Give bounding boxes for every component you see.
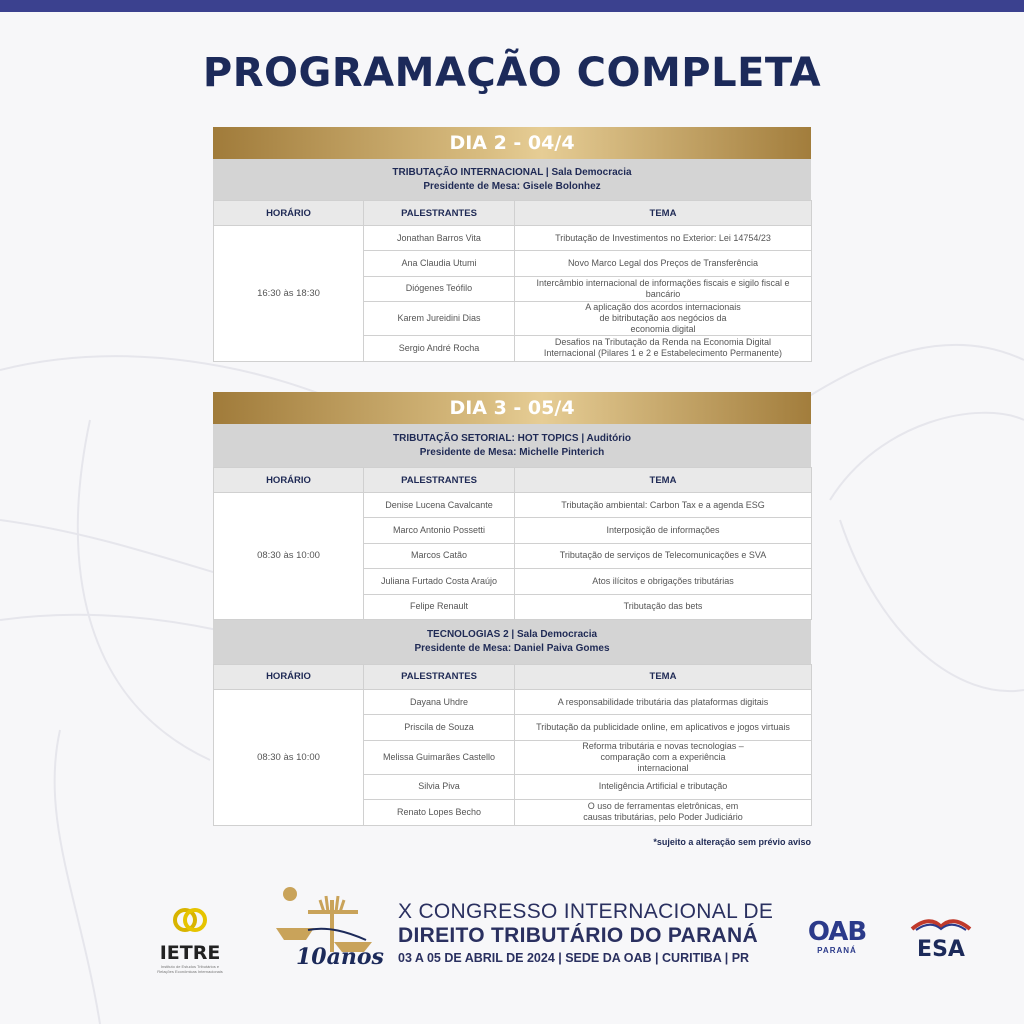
topic-cell: Intercâmbio internacional de informações fiscais e sigilo fiscal e bancário [515,276,812,301]
session-name: TECNOLOGIAS 2 | Sala Democracia [426,628,598,640]
day3-schedule [213,392,811,826]
speaker-cell: Marco Antonio Possetti [364,518,515,543]
session-chair: Presidente de Mesa: Daniel Paiva Gomes [414,642,610,654]
topic-cell: O uso de ferramentas eletrônicas, em causas tributárias, pelo Poder Judiciário [515,800,812,825]
header-horario: HORÁRIO [214,468,364,493]
session-chair: Presidente de Mesa: Michelle Pinterich [419,446,605,458]
session-chair: Presidente de Mesa: Gisele Bolonhez [423,180,601,192]
topic-cell: Reforma tributária e novas tecnologias – comparação com a experiência internacional [515,740,812,774]
open-book-icon [910,915,972,931]
table-header-row [214,468,812,493]
speaker-cell: Felipe Renault [364,594,515,619]
ietre-rings-icon [170,905,210,935]
session-header [213,159,811,200]
time-cell: 08:30 às 10:00 [214,689,364,825]
oab-name: OAB [807,917,867,947]
header-tema: TEMA [515,201,812,226]
oab-subtitle: PARANÁ [817,946,857,955]
speaker-cell: Sergio André Rocha [364,336,515,361]
topic-cell: Tributação de serviços de Telecomunicações e SVA [515,543,812,568]
day3-header: DIA 3 - 05/4 [213,392,811,424]
session-header [213,620,811,664]
header-tema: TEMA [515,664,812,689]
topic-cell: Inteligência Artificial e tributação [515,774,812,799]
speaker-cell: Priscila de Souza [364,715,515,740]
schedule-table [213,664,812,826]
speaker-cell: Melissa Guimarães Castello [364,740,515,774]
topic-cell: Novo Marco Legal dos Preços de Transferência [515,251,812,276]
topic-cell: Tributação ambiental: Carbon Tax e a agenda ESG [515,493,812,518]
time-cell: 16:30 às 18:30 [214,226,364,362]
topic-cell: Atos ilícitos e obrigações tributárias [515,569,812,594]
anniversary-text: 10anos [296,944,384,970]
speaker-cell: Silvia Piva [364,774,515,799]
congress-line-2: DIREITO TRIBUTÁRIO DO PARANÁ [398,924,758,947]
speaker-cell: Diógenes Teófilo [364,276,515,301]
speaker-cell: Jonathan Barros Vita [364,226,515,251]
table-row [214,689,812,714]
session-name: TRIBUTAÇÃO SETORIAL: HOT TOPICS | Auditório [393,432,631,444]
speaker-cell: Marcos Catão [364,543,515,568]
speaker-cell: Dayana Uhdre [364,689,515,714]
topic-cell: Desafios na Tributação da Renda na Economia Digital Internacional (Pilares 1 e 2 e Estabelecimento Permanente) [515,336,812,361]
table-header-row [214,201,812,226]
oab-logo [796,918,878,968]
session-name: TRIBUTAÇÃO INTERNACIONAL | Sala Democracia [392,166,632,178]
speaker-cell: Denise Lucena Cavalcante [364,493,515,518]
esa-name: ESA [917,937,965,962]
ietre-logo [152,905,228,975]
topic-cell: A aplicação dos acordos internacionais de bitributação aos negócios da economia digital [515,302,812,336]
header-palestrantes: PALESTRANTES [364,468,515,493]
speaker-cell: Juliana Furtado Costa Araújo [364,569,515,594]
day2-header: DIA 2 - 04/4 [213,127,811,159]
header-horario: HORÁRIO [214,664,364,689]
ietre-subtitle: Instituto de Estudos Tributários e Relações Econômicas Internacionais [157,964,223,974]
topic-cell: Tributação das bets [515,594,812,619]
header-palestrantes: PALESTRANTES [364,201,515,226]
session-header [213,424,811,467]
speaker-cell: Karem Jureidini Dias [364,302,515,336]
topic-cell: Tributação de Investimentos no Exterior: Lei 14754/23 [515,226,812,251]
anniversary-logo [268,882,386,978]
schedule-table [213,200,812,362]
header-tema: TEMA [515,468,812,493]
table-row [214,493,812,518]
header-horario: HORÁRIO [214,201,364,226]
change-notice: *sujeito a alteração sem prévio aviso [653,837,811,847]
topic-cell: Interposição de informações [515,518,812,543]
topic-cell: A responsabilidade tributária das plataformas digitais [515,689,812,714]
speaker-cell: Renato Lopes Becho [364,800,515,825]
congress-title [398,900,774,965]
ietre-name: IETRE [159,942,221,964]
table-row [214,226,812,251]
congress-line-1: X CONGRESSO INTERNACIONAL DE [398,900,774,923]
topic-cell: Tributação da publicidade online, em aplicativos e jogos virtuais [515,715,812,740]
top-accent-bar [0,0,1024,12]
speaker-cell: Ana Claudia Utumi [364,251,515,276]
schedule-table [213,467,812,620]
time-cell: 08:30 às 10:00 [214,493,364,620]
esa-logo [906,915,976,965]
congress-line-3: 03 A 05 DE ABRIL DE 2024 | SEDE DA OAB | CURITIBA | PR [398,951,750,965]
day2-schedule [213,127,811,362]
header-palestrantes: PALESTRANTES [364,664,515,689]
page-title: PROGRAMAÇÃO COMPLETA [202,50,822,96]
table-header-row [214,664,812,689]
